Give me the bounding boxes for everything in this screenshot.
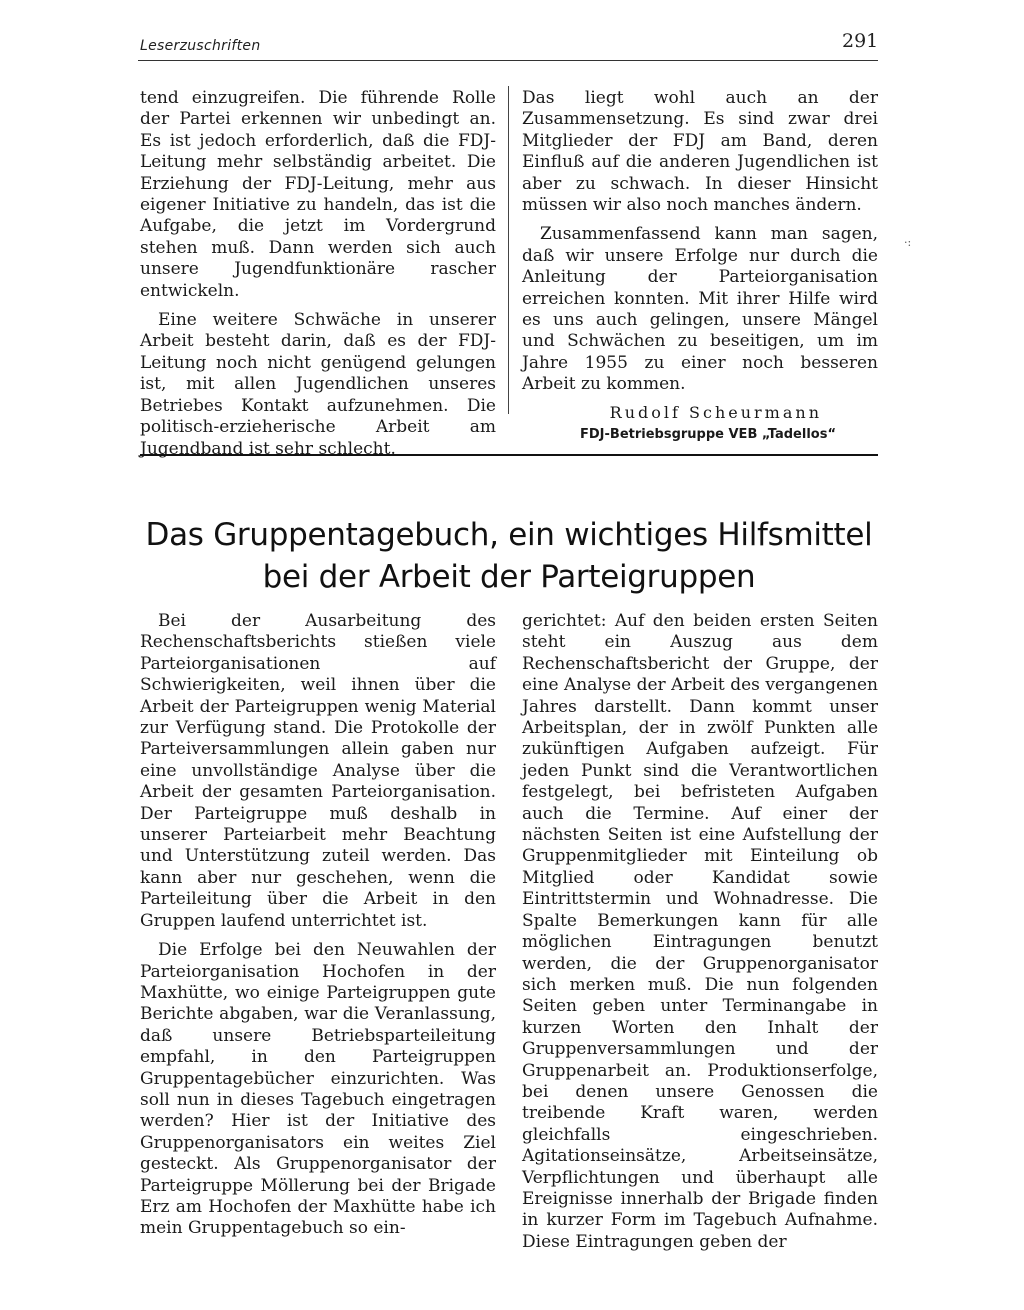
signature-name: Rudolf Scheurmann	[609, 402, 822, 422]
signature-organization: FDJ-Betriebsgruppe VEB „Tadellos“	[580, 427, 836, 443]
article-title-line: Das Gruppentagebuch, ein wichtiges Hilfsmittel	[145, 517, 873, 553]
article-left-column	[140, 611, 496, 1240]
letter-right-column	[522, 88, 878, 446]
article-paragraph: gerichtet: Auf den beiden ersten Seiten steht ein Auszug aus dem Rechenschaftsbericht der Gruppe, der eine Analyse der Arbeit des vergangenen Jahres darstellt. Dann kommt unser Arbeitsplan, der in zwölf Punkten alle zukünftigen Aufgaben aufzeigt. Für jeden Punkt sind die Verantwortlichen festgelegt, bei befristeten Aufgaben auch die Termine. Auf einer der nächsten Seiten ist eine Aufstellung der Gruppenmitglieder mit Einteilung ob Mitglied oder Kandidat sowie Eintrittstermin und Wohnadresse. Die Spalte Bemerkungen kann für alle möglichen Eintragungen benutzt werden, die der Gruppenorganisator sich merken muß. Die nun folgenden Seiten geben unter Terminangabe in kurzen Worten den Inhalt der Gruppenversammlungen und der Gruppenarbeit an. Produktionserfolge, bei denen unsere Genossen die treibende Kraft waren, werden gleichfalls eingeschrieben. Agitationseinsätze, Arbeitseinsätze, Verpflichtungen und überhaupt alle Ereignisse innerhalb der Brigade finden in kurzer Form im Tagebuch Aufnahme. Diese Eintragungen geben der	[522, 611, 878, 1252]
print-speck: ·:	[904, 236, 912, 249]
letter-paragraph: tend einzugreifen. Die führende Rolle der Partei erkennen wir unbedingt an. Es ist jedoch erforderlich, daß die FDJ-Leitung mehr selbständig arbeitet. Die Erziehung der FDJ-Leitung, mehr aus eigener Initiative zu handeln, das ist die Aufgabe, die jetzt im Vordergrund stehen muß. Dann werden sich auch unsere Jugendfunktionäre rascher entwickeln.	[140, 88, 496, 301]
letter-paragraph: Eine weitere Schwäche in unserer Arbeit besteht darin, daß es der FDJ-Leitung noch nicht genügend gelungen ist, mit allen Jugendlichen unseres Betriebes Kontakt aufzunehmen. Die politisch-erzieherische Arbeit am Jugendband ist sehr schlecht.	[140, 310, 496, 459]
article-title-line: bei der Arbeit der Parteigruppen	[262, 559, 756, 595]
page-number: 291	[842, 30, 879, 52]
header-rule	[138, 60, 878, 61]
article-title	[140, 514, 878, 598]
section-label: Leserzuschriften	[140, 38, 261, 54]
letter-paragraph: Zusammenfassend kann man sagen, daß wir unsere Erfolge nur durch die Anleitung der Parteiorganisation erreichen konnten. Mit ihrer Hilfe wird es uns auch gelingen, unsere Mängel und Schwächen zu beseitigen, um im Jahre 1955 zu einer noch besseren Arbeit zu kommen.	[522, 224, 878, 395]
article-right-column	[522, 611, 878, 1253]
article-paragraph: Bei der Ausarbeitung des Rechenschaftsberichts stießen viele Parteiorganisationen auf Schwierigkeiten, weil ihnen über die Arbeit der Parteigruppen wenig Material zur Verfügung stand. Die Protokolle der Parteiversammlungen allein gaben nur eine unvollständige Analyse über die Arbeit der gesamten Parteiorganisation. Der Parteigruppe muß deshalb in unserer Parteiarbeit mehr Beachtung und Unterstützung zuteil werden. Das kann aber nur geschehen, wenn die Parteileitung über die Arbeit in den Gruppen laufend unterrichtet ist.	[140, 611, 496, 931]
section-divider-rule	[140, 454, 878, 456]
letter-paragraph: Das liegt wohl auch an der Zusammensetzung. Es sind zwar drei Mitglieder der FDJ am Band, deren Einfluß auf die anderen Jugendlichen ist aber zu schwach. In dieser Hinsicht müssen wir also noch manches ändern.	[522, 88, 878, 216]
article-paragraph: Die Erfolge bei den Neuwahlen der Parteiorganisation Hochofen in der Maxhütte, wo einige Parteigruppen gute Berichte abgaben, war die Veranlassung, daß unsere Betriebsparteileitung empfahl, in den Parteigruppen Gruppentagebücher einzurichten. Was soll nun in dieses Tagebuch eingetragen werden? Hier ist der Initiative des Gruppenorganisators ein weites Ziel gesteckt. Als Gruppenorganisator der Parteigruppe Möllerung bei der Brigade Erz am Hochofen der Maxhütte habe ich mein Gruppentagebuch so ein-	[140, 940, 496, 1239]
column-divider	[508, 86, 509, 414]
letter-left-column	[140, 88, 496, 460]
